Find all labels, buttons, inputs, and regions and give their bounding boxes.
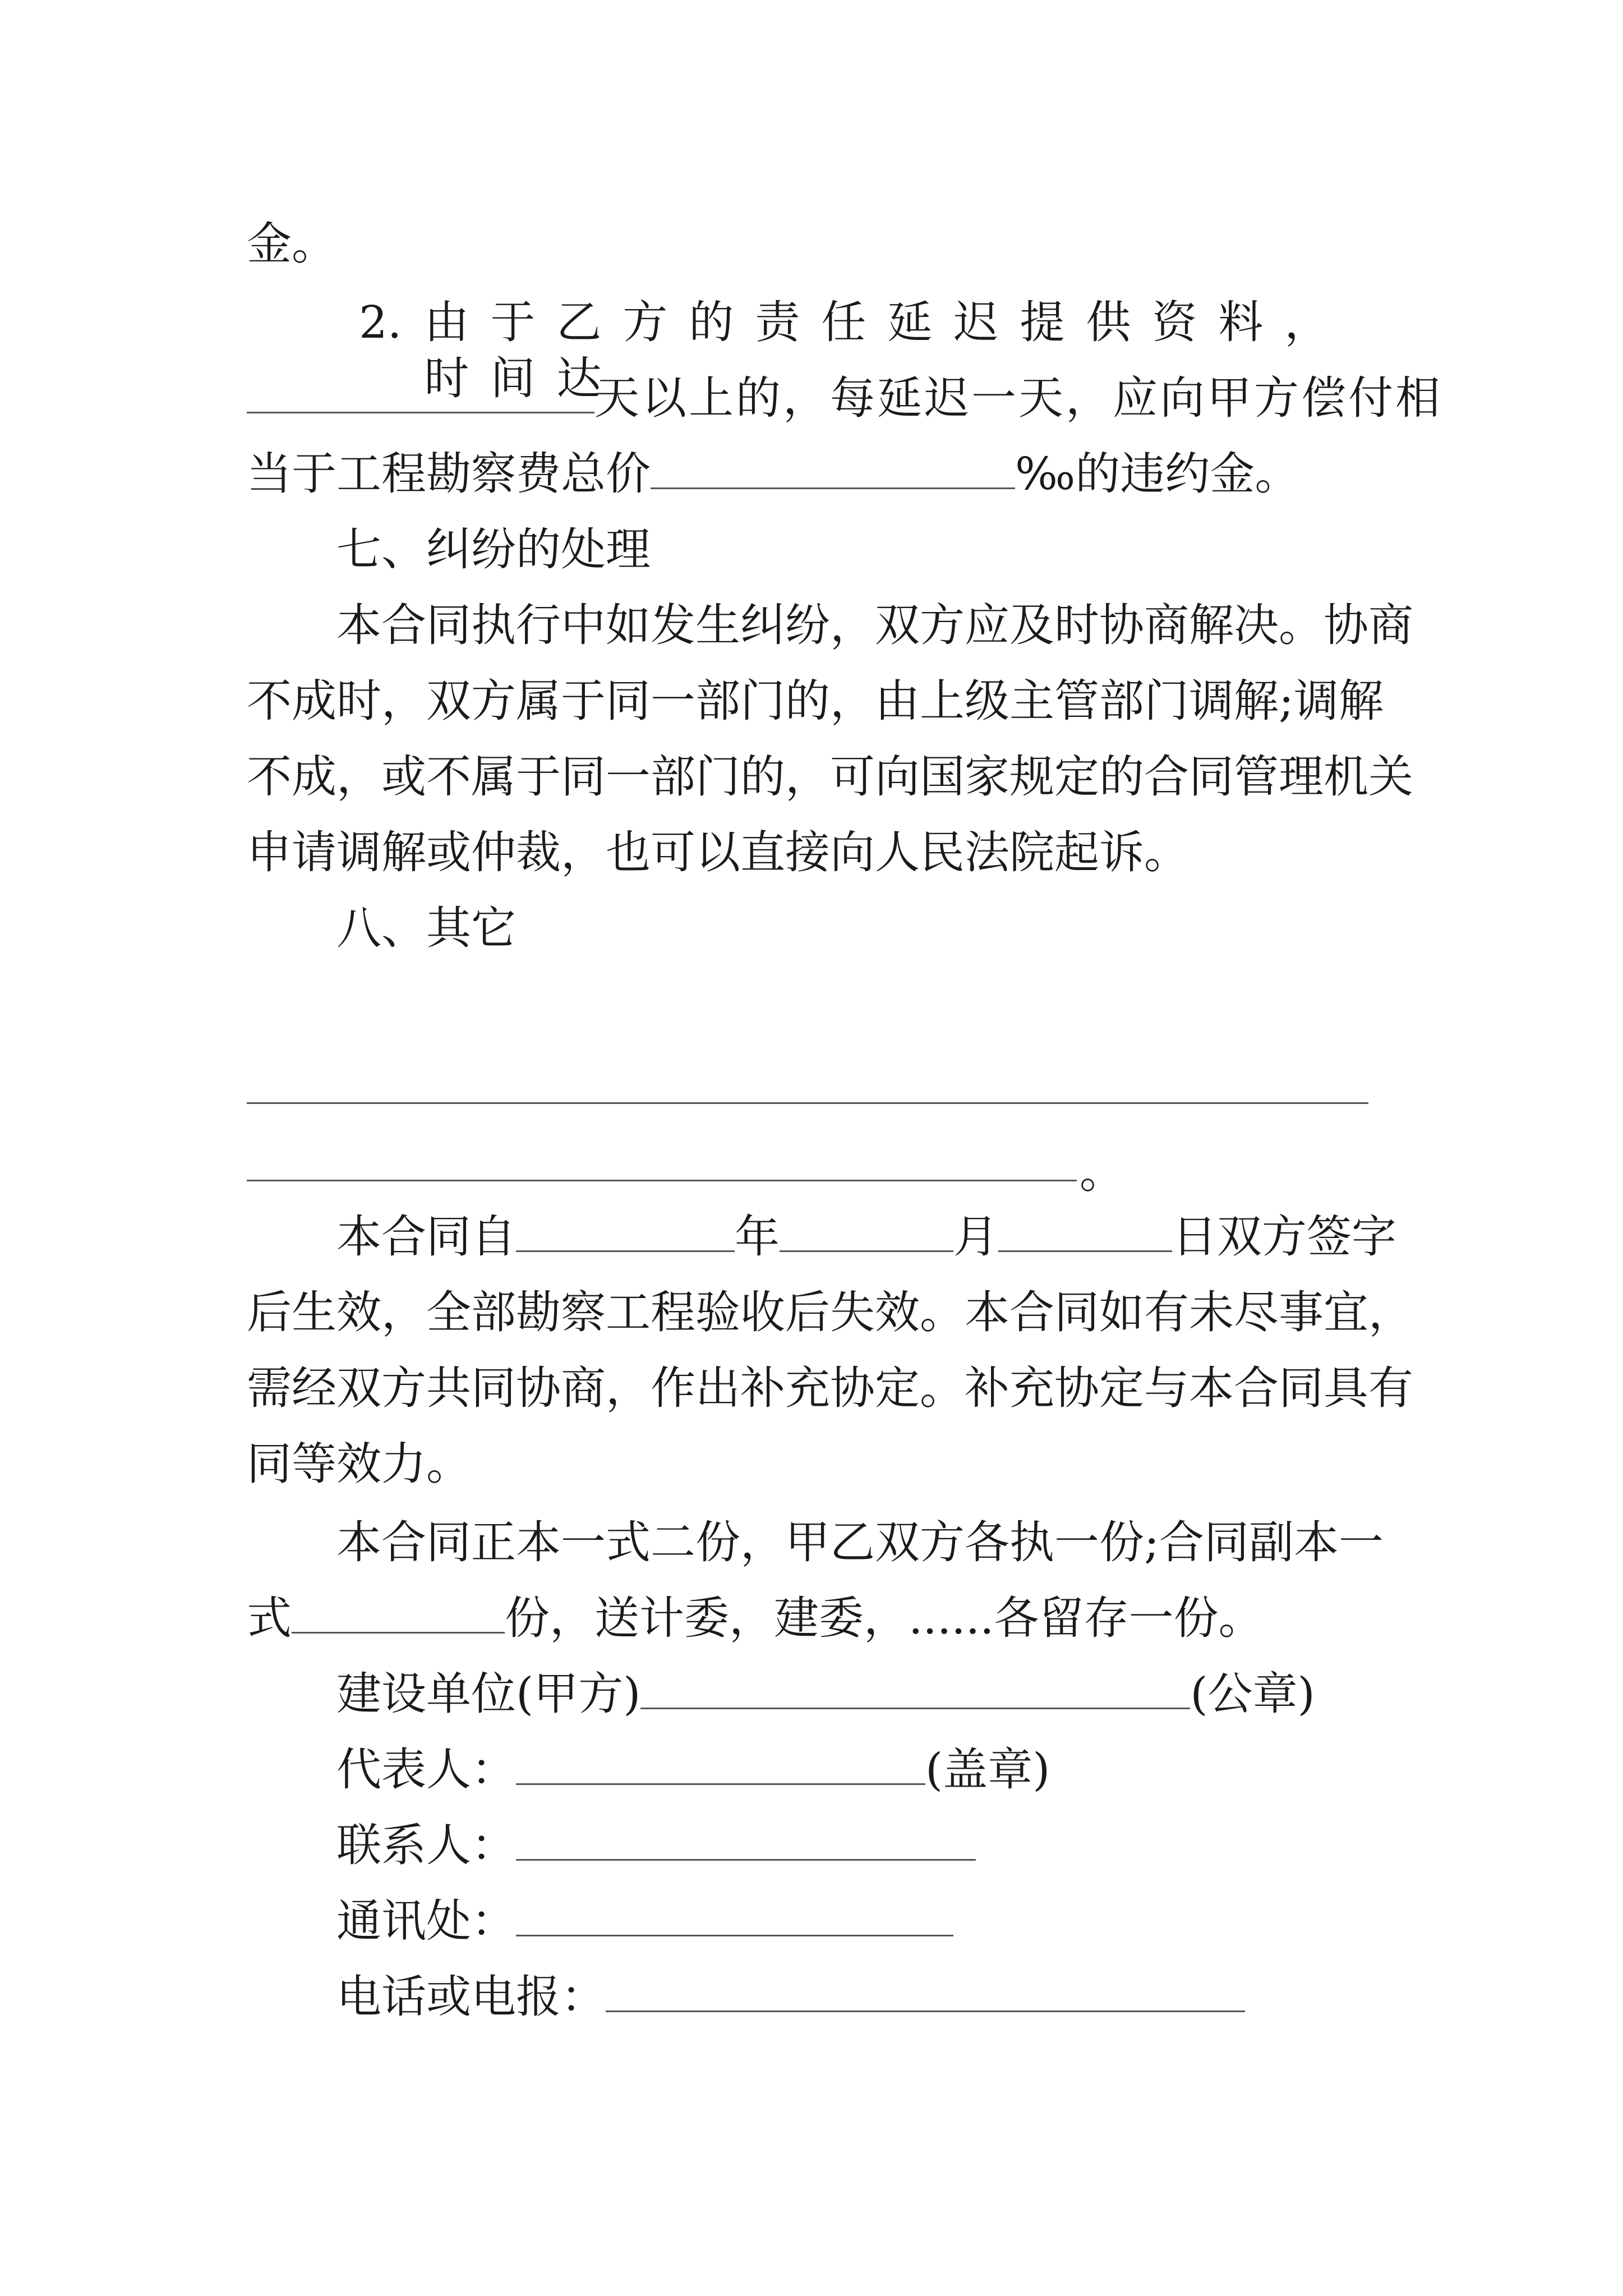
month-blank[interactable] xyxy=(780,1210,953,1252)
paragraph-text: 同等效力。 xyxy=(247,1438,471,1490)
effective-line-4 xyxy=(247,1436,471,1492)
effective-date-line xyxy=(336,1209,1396,1265)
text-fragment: 当于工程勘察费总价 xyxy=(247,448,651,500)
signature-unit-line xyxy=(336,1666,1315,1722)
clause-2-line-2 xyxy=(247,370,1442,426)
other-terms-blank-2[interactable] xyxy=(247,1180,1077,1181)
days-blank[interactable] xyxy=(247,371,594,413)
contact-blank[interactable] xyxy=(516,1819,976,1861)
effective-line-3 xyxy=(247,1360,1413,1416)
paragraph-text: 本合同执行中如发生纠纷，双方应及时协商解决。协商 xyxy=(336,599,1413,651)
copies-count-blank[interactable] xyxy=(292,1591,505,1634)
paragraph-text: 不成时，双方属于同一部门的，由上级主管部门调解;调解 xyxy=(247,675,1384,727)
paragraph-text: 本合同正本一式二份，甲乙双方各执一份;合同副本一 xyxy=(336,1516,1384,1568)
address-blank[interactable] xyxy=(516,1894,953,1936)
paragraph-text: 后生效，全部勘察工程验收后失效。本合同如有未尽事宜， xyxy=(247,1286,1413,1338)
phone-blank[interactable] xyxy=(606,1970,1245,2012)
year-blank[interactable] xyxy=(516,1210,735,1252)
clause-2-line-3 xyxy=(247,446,1299,502)
section-heading-7 xyxy=(336,522,651,578)
clause-2-text: 由于乙方的责任延迟提供资料，时间达 xyxy=(424,296,1351,404)
signature-address-line xyxy=(336,1893,953,1949)
text-fragment: 式 xyxy=(247,1592,292,1644)
clause-number: 2. xyxy=(359,296,402,348)
text-fragment: 金。 xyxy=(247,218,336,270)
text-fragment: 天以上的，每延迟一天，应向甲方偿付相 xyxy=(594,372,1442,424)
paragraph-text: 申请调解或仲裁，也可以直接向人民法院起诉。 xyxy=(247,826,1189,878)
section-7-line-2 xyxy=(247,673,1384,729)
representative-blank[interactable] xyxy=(516,1743,925,1785)
signature-contact-line xyxy=(336,1818,976,1874)
text-line-1 xyxy=(247,216,336,272)
text-fragment: 份，送计委，建委，......各留存一份。 xyxy=(505,1592,1264,1644)
section-heading-8 xyxy=(336,900,516,956)
other-terms-blank-1[interactable] xyxy=(247,1102,1368,1104)
paragraph-text: 需经双方共同协商，作出补充协定。补充协定与本合同具有 xyxy=(247,1362,1413,1414)
copies-line-2 xyxy=(247,1590,1264,1646)
label: 联系人： xyxy=(336,1819,516,1871)
text-fragment: ‰的违约金。 xyxy=(1015,448,1300,500)
copies-line-1 xyxy=(336,1515,1384,1571)
label: (公章) xyxy=(1190,1668,1315,1720)
effective-line-2 xyxy=(247,1285,1413,1341)
label: 通讯处： xyxy=(336,1895,516,1947)
penalty-rate-blank[interactable] xyxy=(651,447,1015,489)
section-7-line-4 xyxy=(247,825,1189,881)
heading-text: 七、纠纷的处理 xyxy=(336,523,651,576)
unit-name-blank[interactable] xyxy=(640,1667,1190,1709)
section-7-line-1 xyxy=(336,597,1413,654)
signature-phone-line xyxy=(336,1969,1245,2025)
section-7-line-3 xyxy=(247,749,1413,805)
signature-representative-line xyxy=(336,1742,1050,1798)
text-fragment: 本合同自 xyxy=(336,1211,516,1263)
label: 电话或电报： xyxy=(336,1971,606,2023)
end-period: 。 xyxy=(1080,1146,1124,1198)
heading-text: 八、其它 xyxy=(336,902,516,954)
label: 建设单位(甲方) xyxy=(336,1668,641,1720)
text-fragment: 月 xyxy=(953,1211,998,1263)
text-fragment: 年 xyxy=(735,1211,780,1263)
paragraph-text: 不成，或不属于同一部门的，可向国家规定的合同管理机关 xyxy=(247,751,1413,803)
label: (盖章) xyxy=(925,1743,1050,1796)
day-blank[interactable] xyxy=(998,1210,1172,1252)
label: 代表人： xyxy=(336,1743,516,1796)
text-fragment: 日双方签字 xyxy=(1172,1211,1396,1263)
